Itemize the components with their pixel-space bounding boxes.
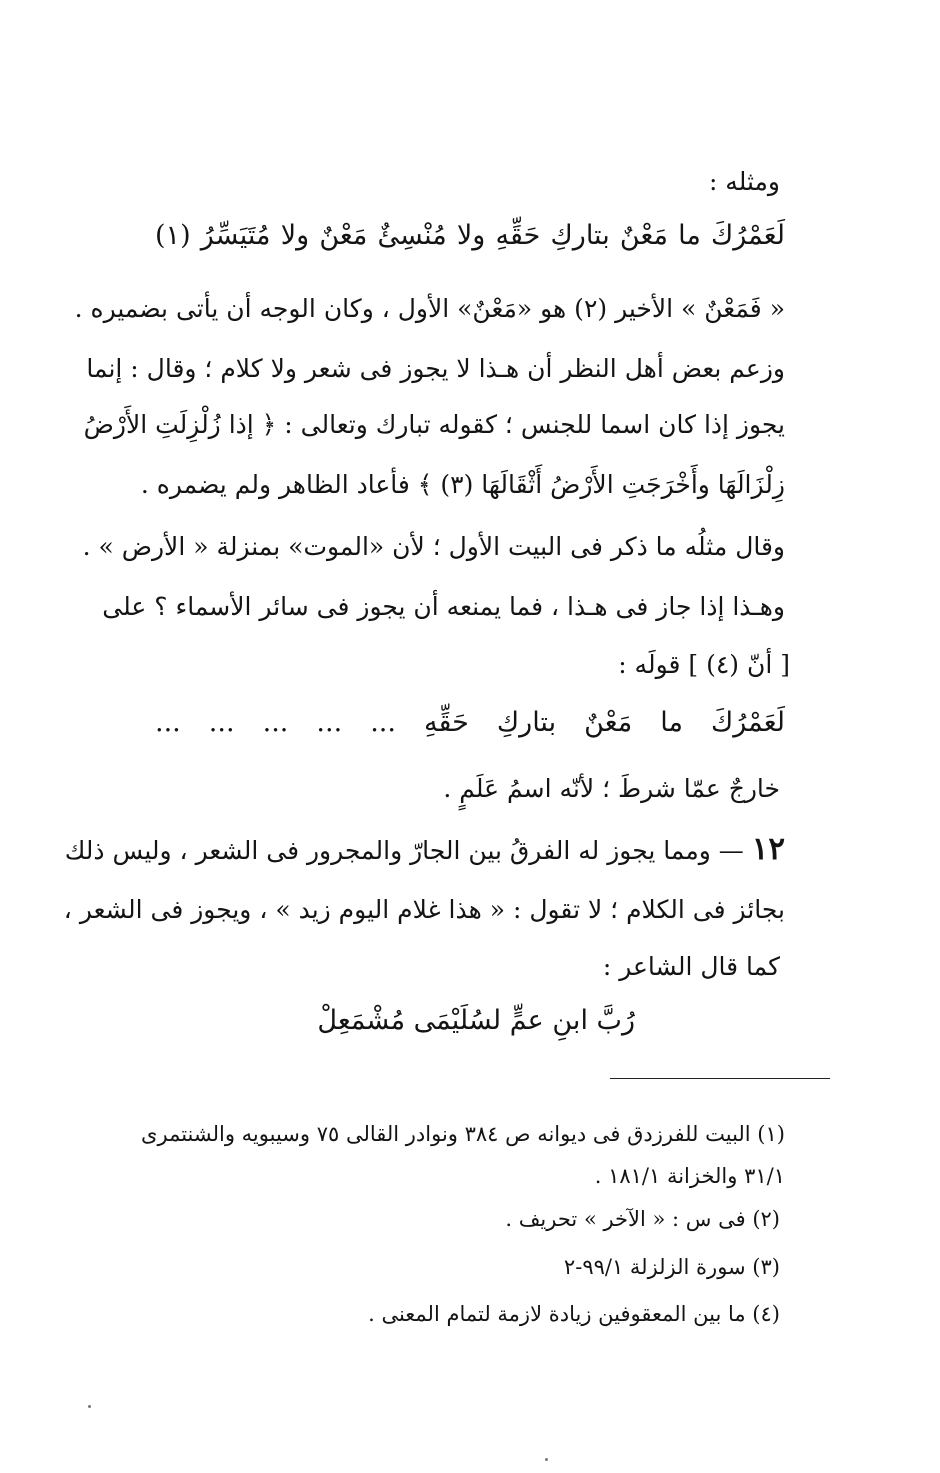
paragraph-2-line-2: يجوز إذا كان اسما للجنس ؛ كقوله تبارك وتعالى : ﴿ إذا زُلْزِلَتِ الأَرْضُ	[83, 410, 785, 439]
footnote-1-line-2: ٣١/١ والخزانة ١٨١/١ .	[594, 1164, 785, 1188]
paragraph-2-line-3: زِلْزَالَهَا وأَخْرَجَتِ الأَرْضُ أَثْقَالَهَا (٣) ﴾ فأعاد الظاهر ولم يضمره .	[140, 470, 785, 499]
verse-line-3: رُبَّ ابنِ عمٍّ لسُلَيْمَى مُشْمَعِلْ	[317, 1005, 635, 1036]
paragraph-5: خارجٌ عمّا شرطَ ؛ لأنّه اسمُ عَلَمٍ .	[443, 774, 780, 803]
section-number: ١٢	[751, 831, 785, 867]
scan-speck	[545, 1458, 548, 1461]
footnote-separator	[610, 1078, 830, 1079]
footnote-2: (٢) فى س : « الآخر » تحريف .	[505, 1207, 780, 1231]
paragraph-4-line-1: وهـذا إذا جاز فى هـذا ، فما يمنعه أن يجوز فى سائر الأسماء ؟ على	[102, 592, 785, 621]
footnote-1-line-1: (١) البيت للفرزدق فى ديوانه ص ٣٨٤ ونوادر القالى ٧٥ وسيبويه والشنتمرى	[141, 1122, 785, 1146]
paragraph-2-line-1: وزعم بعض أهل النظر أن هـذا لا يجوز فى شعر ولا كلام ؛ وقال : إنما	[86, 354, 785, 383]
paragraph-6-line-1	[64, 831, 785, 868]
paragraph-4-line-2: [ أنّ (٤) ] قولَه :	[618, 650, 790, 679]
paragraph-6-line-3: كما قال الشاعر :	[602, 952, 780, 981]
scan-speck	[88, 1405, 91, 1408]
paragraph-3: وقال مثلُه ما ذكر فى البيت الأول ؛ لأن «الموت» بمنزلة « الأرض » .	[82, 532, 785, 561]
verse-line-1: لَعَمْرُكَ ما مَعْنٌ بتاركِ حَقِّهِ ولا مُنْسِئٌ مَعْنٌ ولا مُتَيَسِّرُ (١)	[155, 220, 785, 251]
paragraph-6-text: — ومما يجوز له الفرقُ بين الجارّ والمجرور فى الشعر ، وليس ذلك	[64, 836, 744, 865]
intro-line: ومثله :	[708, 167, 780, 196]
paragraph-1: « فَمَعْنٌ » الأخير (٢) هو «مَعْنٌ» الأول ، وكان الوجه أن يأتى بضميره .	[74, 294, 785, 323]
footnote-4: (٤) ما بين المعقوفين زيادة لازمة لتمام المعنى .	[368, 1302, 780, 1326]
verse-line-2: لَعَمْرُكَ ما مَعْنٌ بتاركِ حَقِّهِ ... ... ... ... ...	[155, 707, 785, 738]
footnote-3: (٣) سورة الزلزلة ٩٩/١-٢	[563, 1255, 780, 1279]
paragraph-6-line-2: بجائز فى الكلام ؛ لا تقول : « هذا غلام اليوم زيد » ، ويجوز فى الشعر ،	[63, 895, 785, 924]
